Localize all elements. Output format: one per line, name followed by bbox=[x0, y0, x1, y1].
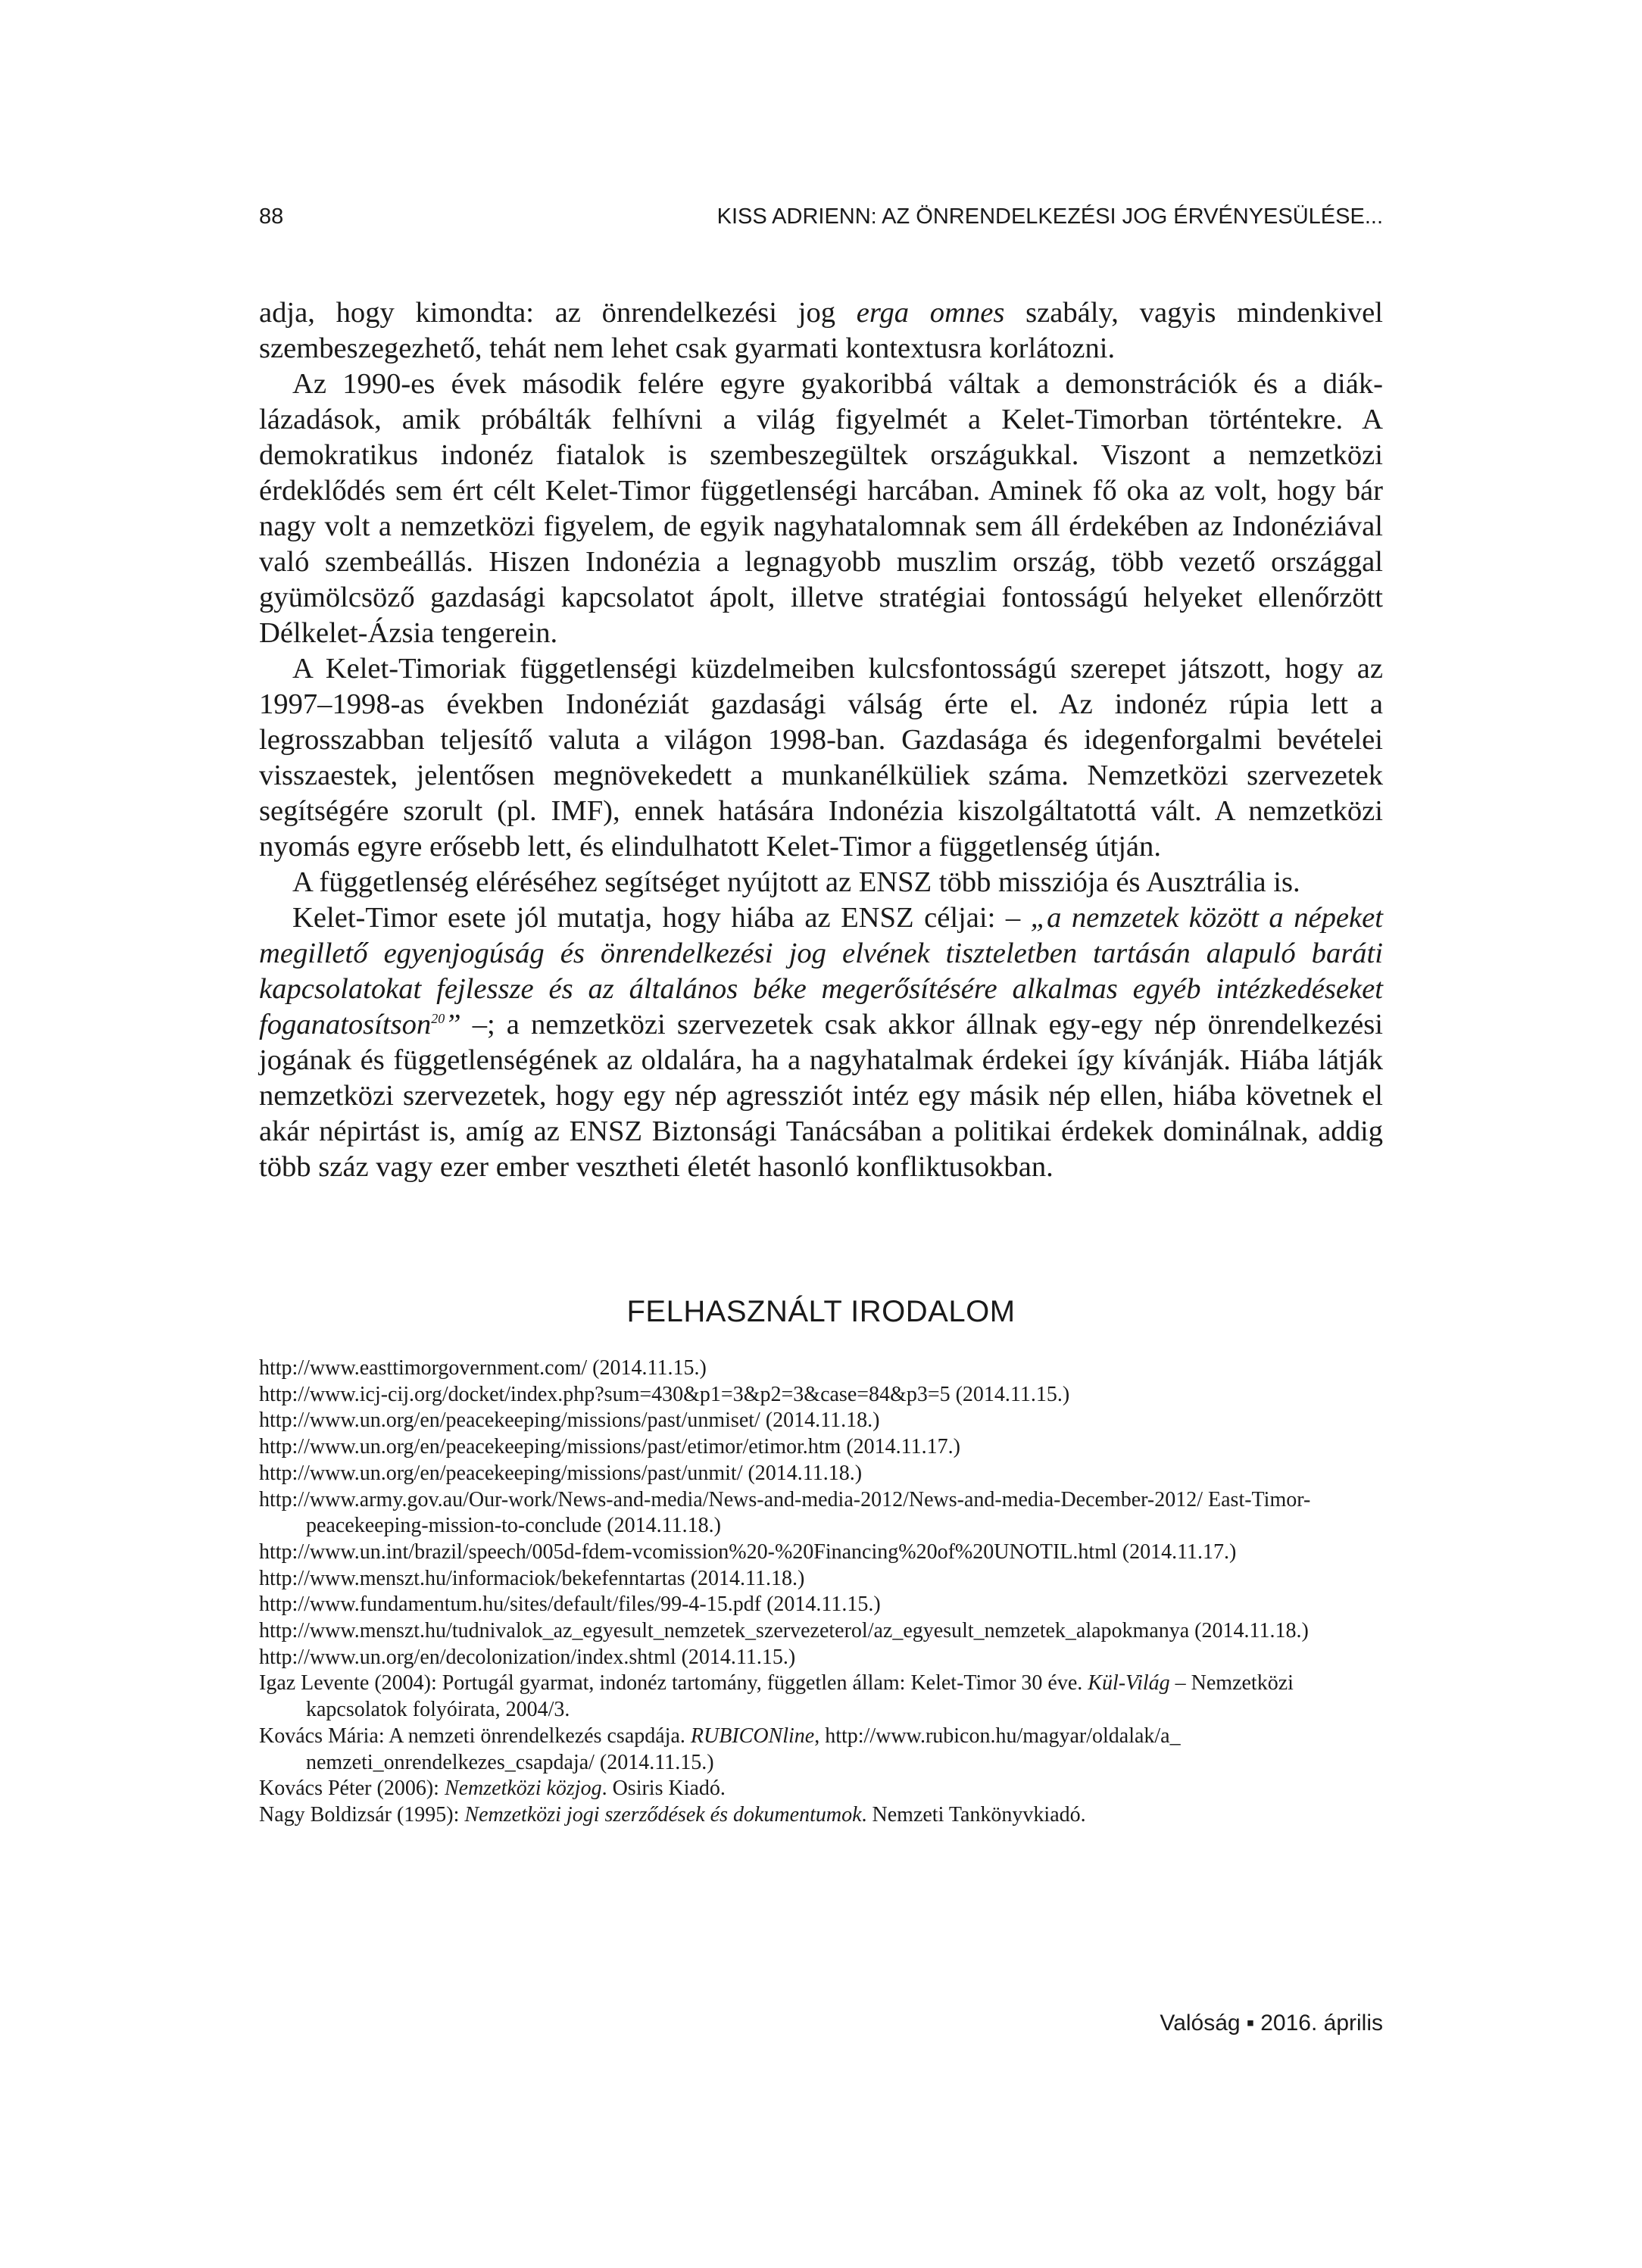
bibliography-entry[interactable]: http://www.un.org/en/decolonization/index.shtml (2014.11.15.) bbox=[259, 1645, 796, 1669]
bibliography-entry: Igaz Levente (2004): Portugál gyarmat, indonéz tartomány, független állam: Kelet-Timor 30 éve. Kül-Világ – Nemzetközi kapcsolatok folyóirata, 2004/3. bbox=[259, 1671, 1294, 1722]
paragraph-5: Kelet-Timor esete jól mutatja, hogy hiába az ENSZ céljai: – „a nemzetek között a népeket megillető egyenjogúság és önrendelkezési jog elvének tiszteletben tartásán alapuló baráti kapcsolatokat fejlessze és az általános béke megerősítésére alkalmas egyéb intézkedéseket foganatosítson$^{20}$” –; a nemzetközi szervezetek csak akkor állnak egy-egy nép önrendelkezési jogának és függetlenségének az oldalára, ha a nagyhatalmak érdekei így kívánják. Hiába látják nemzetközi szervezetek, hogy egy nép agressziót intéz egy másik nép ellen, hiába követnek el akár népirtást is, amíg az ENSZ Biztonsági Tanácsában a politikai érdekek dominálnak, addig több száz vagy ezer ember vesztheti életét hasonló konfliktusokban. bbox=[259, 902, 1383, 1183]
bibliography-entry[interactable]: http://www.un.org/en/peacekeeping/missions/past/unmit/ (2014.11.18.) bbox=[259, 1461, 863, 1485]
bibliography-entry[interactable]: http://www.fundamentum.hu/sites/default/files/99-4-15.pdf (2014.11.15.) bbox=[259, 1593, 881, 1617]
paragraph-3: A Kelet-Timoriak függetlenségi küzdelmeiben kulcsfontosságú szerepet játszott, hogy az 1997–1998-as években Indonéziát gazdasági válság érte el. Az indonéz rúpia lett a legrosszabban teljesítő valuta a világon 1998-ban. Gazdasága és idegenforgalmi bevételei visszaestek, jelentősen megnövekedett a munkanélküliek száma. Nemzetközi szervezetek segítségére szorult (pl. IMF), ennek hatására Indonézia kiszolgáltatottá vált. A nemzetközi nyomás egyre erősebb lett, és elindulhatott Kelet-Timor a függetlenség útján. bbox=[259, 653, 1383, 863]
article-body bbox=[259, 295, 1383, 1185]
paragraph-2: Az 1990-es évek második felére egyre gyakoribbá váltak a demonstrációk és a diáklázadások, amik próbálták felhívni a világ figyelmét a Kelet-Timorban történtekre. A demokratikus indonéz fiatalok is szembeszegültek országukkal. Viszont a nemzetközi érdeklődés sem ért célt Kelet-Timor függetlenségi harcában. Aminek fő oka az volt, hogy bár nagy volt a nemzetközi figyelem, de egyik nagyhatalomnak sem áll érdekében az Indonéziával való szembeállás. Hiszen Indonézia a legnagyobb muszlim ország, több vezető országgal gyümölcsöző gazdasági kapcsolatot ápolt, illetve stratégiai fontosságú helyeket ellenőrzött Délkelet-Ázsia tengerein. bbox=[259, 368, 1383, 649]
bibliography-entry: Kovács Péter (2006): Nemzetközi közjog. Osiris Kiadó. bbox=[259, 1777, 726, 1801]
footer-separator: ▪ bbox=[1246, 2011, 1255, 2036]
footnote-ref[interactable]: 20 bbox=[431, 1011, 445, 1026]
bibliography-link[interactable]: , http://www.rubicon.hu/magyar/oldalak/a_ nemzeti_onrendelkezes_csapdaja/ (2014.11.15.) bbox=[306, 1724, 1181, 1774]
page-number: 88 bbox=[259, 204, 284, 229]
running-title: KISS ADRIENN: AZ ÖNRENDELKEZÉSI JOG ÉRVÉNYESÜLÉSE... bbox=[716, 204, 1383, 229]
bibliography-entry: Kovács Mária: A nemzeti önrendelkezés csapdája. RUBICONline, http://www.rubicon.hu/magyar/oldalak/a_ nemzeti_onrendelkezes_csapdaja/ (2014.11.15.) bbox=[259, 1724, 1181, 1774]
bibliography-entry[interactable]: http://www.un.int/brazil/speech/005d-fdem-vcomission%20-%20Financing%20of%20UNOTIL.html (2014.11.17.) bbox=[259, 1540, 1237, 1564]
bibliography-title: FELHASZNÁLT IRODALOM bbox=[626, 1295, 1016, 1328]
bibliography-entry[interactable]: http://www.menszt.hu/informaciok/bekefenntartas (2014.11.18.) bbox=[259, 1566, 805, 1590]
bibliography-entry: Nagy Boldizsár (1995): Nemzetközi jogi szerződések és dokumentumok. Nemzeti Tankönyvkiadó. bbox=[259, 1802, 1086, 1827]
un-charter-quote: „a nemzetek között a népeket megillető egyenjogúság és önrendelkezési jog elvének tiszteletben tartásán alapuló baráti kapcsolatokat fejlessze és az általános béke megerősítésére alkalmas egyéb intézkedéseket foganatosítson$^{20}$” bbox=[259, 902, 1383, 1040]
bibliography-entry[interactable]: http://www.army.gov.au/Our-work/News-and-media/News-and-media-2012/News-and-media-December-2012/ East-Timor-peacekeeping-mission-to-conclude (2014.11.18.) bbox=[259, 1487, 1311, 1538]
page-footer bbox=[1160, 2011, 1383, 2036]
bibliography-entry[interactable]: http://www.un.org/en/peacekeeping/missions/past/unmiset/ (2014.11.18.) bbox=[259, 1409, 880, 1433]
paragraph-4: A függetlenség eléréséhez segítséget nyújtott az ENSZ több missziója és Ausztrália is. bbox=[292, 866, 1300, 898]
paragraph-1: adja, hogy kimondta: az önrendelkezési jog erga omnes szabály, vagyis mindenkivel szembeszegezhető, tehát nem lehet csak gyarmati kontextusra korlátozni. bbox=[259, 297, 1383, 364]
bibliography-entry[interactable]: http://www.un.org/en/peacekeeping/missions/past/etimor/etimor.htm (2014.11.17.) bbox=[259, 1435, 960, 1459]
bibliography-entry[interactable]: http://www.icj-cij.org/docket/index.php?sum=430&p1=3&p2=3&case=84&p3=5 (2014.11.15.) bbox=[259, 1382, 1070, 1406]
latin-term: erga omnes bbox=[856, 297, 1005, 329]
page-header bbox=[259, 204, 1383, 238]
bibliography-entry[interactable]: http://www.easttimorgovernment.com/ (2014.11.15.) bbox=[259, 1356, 707, 1380]
issue-date: 2016. április bbox=[1260, 2011, 1383, 2036]
bibliography-list bbox=[259, 1355, 1383, 1829]
bibliography-entry[interactable]: http://www.menszt.hu/tudnivalok_az_egyesult_nemzetek_szervezeterol/az_egyesult_nemzetek_alapokmanya (2014.11.18.) bbox=[259, 1619, 1309, 1643]
journal-name: Valóság bbox=[1160, 2011, 1241, 2036]
